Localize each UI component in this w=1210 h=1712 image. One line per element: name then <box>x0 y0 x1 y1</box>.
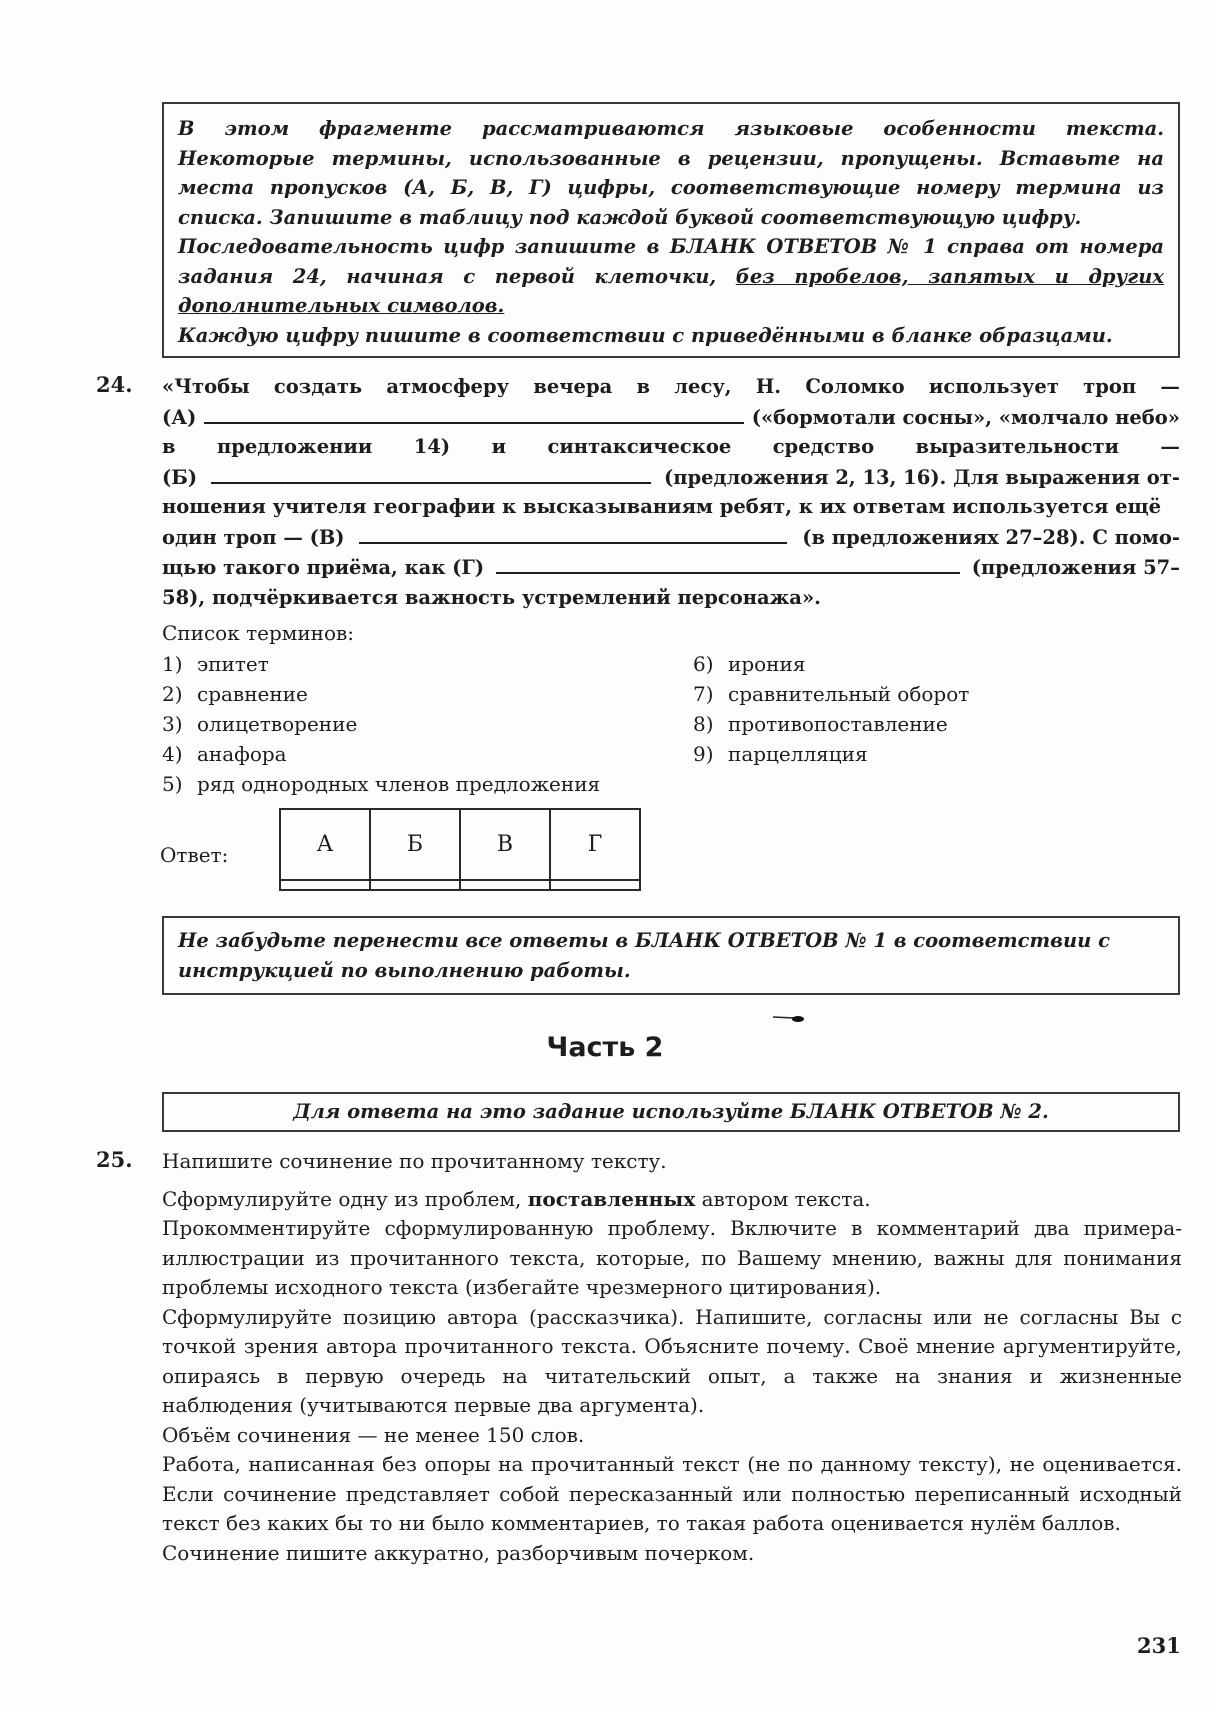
answer-cell-g[interactable] <box>550 880 640 890</box>
word: создать <box>273 375 363 398</box>
term-number: 8) <box>693 712 714 736</box>
blank-g <box>496 552 960 574</box>
term-text: сравнение <box>197 682 308 706</box>
part-2-title: Часть 2 <box>546 1032 664 1063</box>
task-25-p5: Объём сочинения — не менее 150 слов. <box>162 1422 585 1447</box>
instructions-line1: В этом фрагменте рассматриваются языковые особенности текста. Некоторые термины, использованные в рецензии, пропущены. Вставьте на места пропусков (А, Б, В, Г) цифры, соответствующие номеру термина из списка. Запишите в таблицу под каждой буквой соответствующую цифру. <box>178 117 1164 229</box>
term-text: ирония <box>728 652 806 676</box>
term-text: противопоставление <box>728 712 948 736</box>
blank-b <box>211 462 651 484</box>
reminder-text: Не забудьте перенести все ответы в БЛАНК ОТВЕТОВ № 1 в соответствии с инструкцией по выполнению работы. <box>178 929 1110 982</box>
answer-header-g: Г <box>550 809 640 880</box>
word: вечера <box>533 375 613 398</box>
task-24-line-2 <box>162 402 1180 433</box>
answer-label: Ответ: <box>160 843 229 867</box>
word: выразительности <box>915 435 1119 458</box>
word: — <box>1160 375 1180 398</box>
ink-mark <box>772 1013 806 1023</box>
answer-table <box>279 808 641 891</box>
text: ношения учителя географии к высказываниям ребят, к их ответам используется ещё <box>162 495 1162 518</box>
term-text: сравнительный оборот <box>728 682 970 706</box>
word: использует <box>928 375 1059 398</box>
word: 14) <box>413 435 451 458</box>
term-item <box>162 739 600 769</box>
task-24-line-4 <box>162 462 1180 493</box>
term-text: парцелляция <box>728 742 868 766</box>
word: «Чтобы <box>162 375 250 398</box>
instructions-line2: Последовательность цифр запишите в БЛАНК ОТВЕТОВ № 1 справа от номера задания 24, начиная с первой клеточки, <box>178 235 1164 288</box>
term-item <box>693 679 969 709</box>
instructions-box <box>162 102 1180 358</box>
term-text: эпитет <box>197 652 269 676</box>
term-number: 6) <box>693 652 714 676</box>
answer-header-v: В <box>460 809 550 880</box>
task-24-text <box>162 372 1180 612</box>
blank-v <box>359 522 787 544</box>
terms-right-column <box>693 649 969 769</box>
text: Сформулируйте одну из проблем, <box>162 1186 528 1211</box>
answer-header-b: Б <box>370 809 460 880</box>
answer-header-a: А <box>280 809 370 880</box>
word: средство <box>772 435 875 458</box>
word: Соломко <box>805 375 905 398</box>
task-25-text <box>162 1147 1182 1568</box>
task-25-p6: Работа, написанная без опоры на прочитанный текст (не по данному тексту), не оценивается. Если сочинение представляет собой пересказанный или полностью переписанный исходный текст без каких бы то ни было комментариев, то такая работа оценивается нулём баллов. <box>162 1452 1182 1535</box>
blank-label-g: щью такого приёма, как (Г) <box>162 556 485 579</box>
word: лесу, <box>674 375 732 398</box>
word: — <box>1160 435 1180 458</box>
term-text: олицетворение <box>197 712 358 736</box>
task-24-line-8 <box>162 583 1180 613</box>
answer-cell-b[interactable] <box>370 880 460 890</box>
task-25-p4: Сформулируйте позицию автора (рассказчика). Напишите, согласны или не согласны Вы с точкой зрения автора прочитанного текста. Объясните почему. Своё мнение аргументируйте, опираясь в первую очередь на читательский опыт, а также на знания и жизненные наблюдения (учитываются первые два аргумента). <box>162 1304 1182 1417</box>
task-24-line-1 <box>162 372 1180 402</box>
term-number: 9) <box>693 742 714 766</box>
term-item <box>693 709 969 739</box>
text-bold: поставленных <box>527 1186 696 1211</box>
term-number: 3) <box>162 712 183 736</box>
task-25-p3: Прокомментируйте сформулированную проблему. Включите в комментарий два примера-иллюстрации из прочитанного текста, которые, по Вашему мнению, важны для понимания проблемы исходного текста (избегайте чрезмерного цитирования). <box>162 1216 1182 1299</box>
text: («бормотали сосны», «молчало небо» <box>751 405 1180 429</box>
instructions-text <box>178 114 1164 232</box>
instructions-line3: Каждую цифру пишите в соответствии с приведёнными в бланке образцами. <box>178 323 1113 347</box>
term-number: 4) <box>162 742 183 766</box>
term-number: 7) <box>693 682 714 706</box>
text: (в предложениях 27–28). С помо- <box>802 525 1180 549</box>
task-24-line-3 <box>162 432 1180 462</box>
word: и <box>491 435 507 458</box>
instructions-line2-underlined: без пробелов, запятых и других дополнительных символов. <box>178 264 1164 317</box>
term-item <box>162 679 600 709</box>
word: предложении <box>216 435 373 458</box>
terms-left-column <box>162 649 600 799</box>
term-item <box>693 649 969 679</box>
term-item <box>162 769 600 799</box>
term-item <box>693 739 969 769</box>
word: в <box>162 435 176 458</box>
word: атмосферу <box>386 375 510 398</box>
text: (предложения 57– <box>971 556 1180 579</box>
task-25-p2 <box>162 1185 1182 1215</box>
word: в <box>636 375 651 398</box>
term-number: 1) <box>162 652 183 676</box>
answer-cell-v[interactable] <box>460 880 550 890</box>
text: 58), подчёркивается важность устремлений персонажа». <box>162 585 821 609</box>
task-25-number: 25. <box>96 1147 133 1172</box>
blank-label-v: один троп — (В) <box>162 525 345 549</box>
task-24-line-5 <box>162 492 1180 522</box>
task-25-p1: Напишите сочинение по прочитанному тексту. <box>162 1149 667 1173</box>
task-24-line-6 <box>162 522 1180 553</box>
reminder-box <box>162 916 1180 995</box>
term-text: ряд однородных членов предложения <box>197 772 601 796</box>
blank-label-b: (Б) <box>162 465 198 489</box>
blank-a <box>204 402 743 424</box>
page-number: 231 <box>1137 1633 1181 1658</box>
term-number: 5) <box>162 772 183 796</box>
blank-label-a: (А) <box>162 405 197 429</box>
term-text: анафора <box>197 742 287 766</box>
task-24-line-7 <box>162 552 1180 583</box>
term-item <box>162 649 600 679</box>
instructions-sequence <box>178 232 1164 321</box>
term-item <box>162 709 600 739</box>
task-25-p7: Сочинение пишите аккуратно, разборчивым почерком. <box>162 1540 755 1565</box>
term-number: 2) <box>162 682 183 706</box>
word: троп <box>1083 375 1137 398</box>
word: Н. <box>755 375 782 398</box>
use-form-box: Для ответа на это задание используйте БЛАНК ОТВЕТОВ № 2. <box>162 1092 1180 1132</box>
answer-cell-a[interactable] <box>280 880 370 890</box>
word: синтаксическое <box>547 435 732 458</box>
terms-heading: Список терминов: <box>162 621 355 645</box>
text: (предложения 2, 13, 16). Для выражения от- <box>664 465 1180 489</box>
task-24-number: 24. <box>96 372 133 397</box>
text: автором текста. <box>695 1186 871 1211</box>
